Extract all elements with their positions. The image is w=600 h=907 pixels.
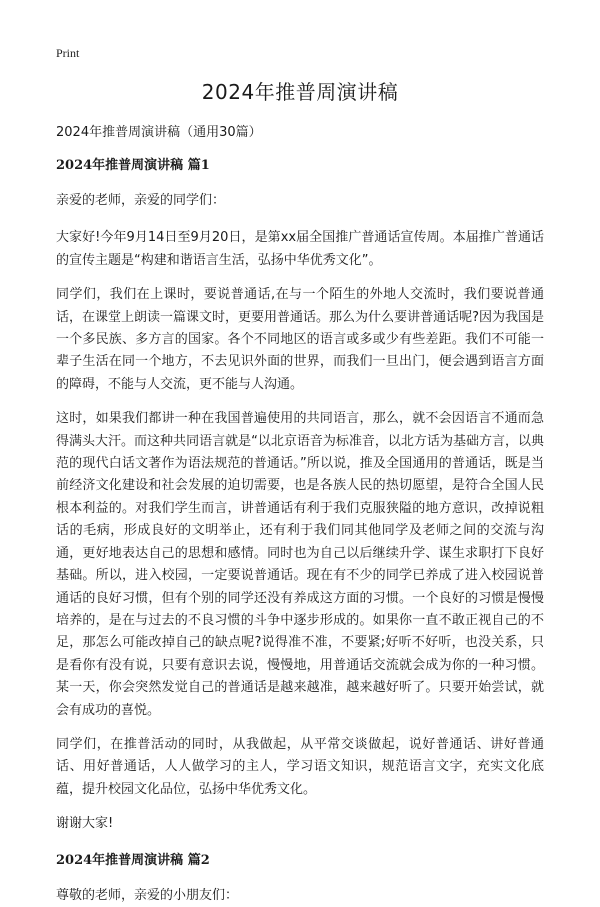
paragraph: 同学们，我们在上课时，要说普通话,在与一个陌生的外地人交流时，我们要说普通话，在课堂上朗读一篇课文时，更要用普通话。那么为什么要讲普通话呢?因为我国是一个多民族、多方言的国家。各个不同地区的语言或多或少有些差距。我们不可能一辈子生活在同一个地方，不去见识外面的世界，而我们一旦出门，便会遇到语言方面的障碍，不能与人交流，更不能与人沟通。 xyxy=(56,287,544,392)
document-subtitle: 2024年推普周演讲稿（通用30篇） xyxy=(56,125,262,140)
article-section-2 xyxy=(56,852,544,907)
paragraph: 同学们，在推普活动的同时，从我做起，从平常交谈做起，说好普通话、讲好普通话、用好普通话，人人做学习的主人，学习语文知识，规范语言文字，充实文化底蕴，提升校园文化品位，弘扬中华优秀文化。 xyxy=(56,736,544,797)
closing-thanks: 谢谢大家! xyxy=(56,816,114,832)
salutation: 尊敬的老师，亲爱的小朋友们： xyxy=(56,887,239,903)
paragraph: 大家好!今年9月14日至9月20日，是第xx届全国推广普通话宣传周。本届推广普通话的宣传主题是“构建和谐语言生活，弘扬中华优秀文化”。 xyxy=(56,230,544,268)
print-link[interactable]: Print xyxy=(56,46,80,60)
salutation: 亲爱的老师，亲爱的同学们： xyxy=(56,193,226,208)
article-section-1 xyxy=(56,157,544,836)
section-heading: 2024年推普周演讲稿 篇2 xyxy=(56,852,210,868)
section-heading: 2024年推普周演讲稿 篇1 xyxy=(56,158,210,173)
paragraph: 这时，如果我们都讲一种在我国普遍使用的共同语言，那么，就不会因语言不通而急得满头大汗。而这种共同语言就是“以北京语音为标准音，以北方话为基础方言，以典范的现代白话文著作为语法规范的普通话。”所以说，推及全国通用的普通话，既是当前经济文化建设和社会发展的迫切需要，也是各族人民的热切愿望，是符合全国人民根本利益的。对我们学生而言，讲普通话有利于我们克服狭隘的地方意识，改掉说粗话的毛病，形成良好的文明举止，还有利于我们同其他同学及老师之间的交流与沟通，更好地表达自己的思想和感情。同时也为自己以后继续升学、谋生求职打下良好基础。所以，进入校园，一定要说普通话。现在有不少的同学已养成了进入校园说普通话的良好习惯，但有个别的同学还没有养成这方面的习惯。一个良好的习惯是慢慢培养的，是在与过去的不良习惯的斗争中逐步形成的。如果你一直不敢正视自己的不足，那怎么可能改掉自己的缺点呢?说得准不准，不要紧;好听不好听，也没关系，只是看你有没有说，只要有意识去说，慢慢地，用普通话交流就会成为你的一种习惯。某一天，你会突然发觉自己的普通话是越来越准，越来越好听了。只要开始尝试，就会有成功的喜悦。 xyxy=(56,411,544,718)
page-title: 2024年推普周演讲稿 xyxy=(201,80,399,104)
